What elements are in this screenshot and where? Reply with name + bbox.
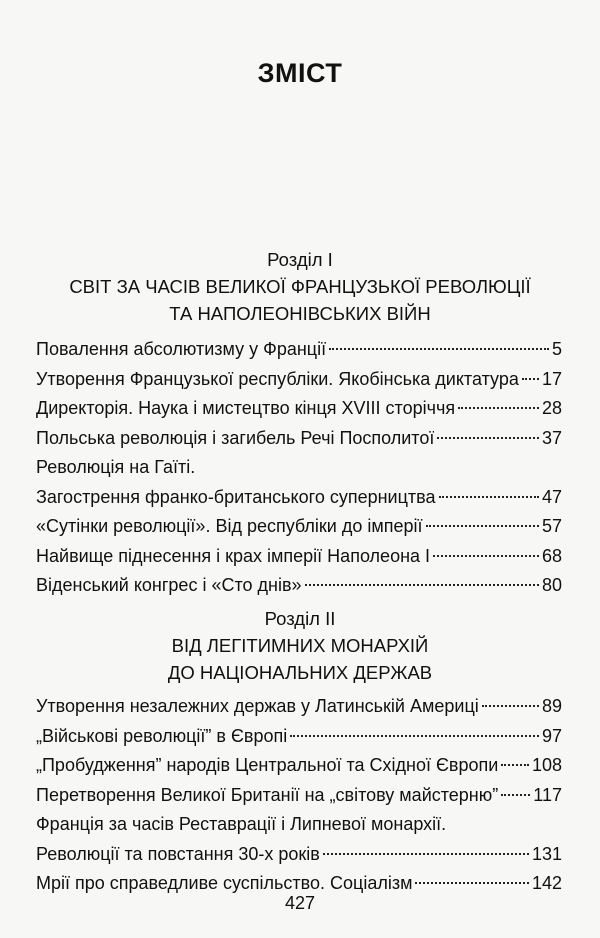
toc-entry-title: Віденський конгрес і «Сто днів» (36, 575, 302, 595)
toc-entry[interactable] (36, 542, 562, 572)
section-1-title-line-2: ТА НАПОЛЕОНІВСЬКИХ ВІЙН (169, 303, 431, 324)
toc-entry-title: Революція на Гаїті. (36, 457, 196, 477)
toc-entry[interactable] (36, 424, 562, 454)
leader-dots (437, 436, 539, 439)
toc-entry-title: Утворення Французької республіки. Якобінська диктатура (36, 368, 519, 389)
toc-entry-title: Утворення незалежних держав у Латинській Америці (36, 696, 479, 716)
toc-entry[interactable] (36, 840, 562, 870)
toc-entry-page: 97 (541, 725, 562, 746)
toc-entry[interactable] (36, 483, 562, 513)
toc-entry-title: Перетворення Великої Британії на „світову майстерню” (36, 784, 499, 805)
toc-entry-title: Франція за часів Реставрації і Липневої монархії. (36, 814, 447, 834)
toc-entry-page: 47 (541, 486, 562, 507)
toc-entry-title: Революції та повстання 30-х років (36, 843, 320, 864)
section-2-title-line-2: ДО НАЦІОНАЛЬНИХ ДЕРЖАВ (167, 662, 433, 683)
section-1-toc (36, 335, 562, 601)
toc-entry-page: 80 (541, 575, 562, 595)
toc-entry[interactable] (36, 394, 562, 424)
toc-entry[interactable] (36, 335, 562, 365)
toc-entry-page: 68 (541, 545, 562, 566)
section-2-title-line-1: ВІД ЛЕГІТИМНИХ МОНАРХІЙ (171, 635, 429, 656)
section-2-label: Розділ ІІ (264, 608, 336, 629)
toc-entry[interactable] (36, 781, 562, 811)
toc-entry-title: „Військові революції” в Європі (36, 725, 288, 746)
toc-entry-page: 17 (541, 368, 562, 389)
toc-entry-title: Повалення абсолютизму у Франції (36, 339, 327, 359)
page-title: ЗМІСТ (257, 58, 343, 88)
toc-entry-page: 142 (531, 873, 562, 893)
toc-entry[interactable] (36, 810, 562, 840)
leader-dots (501, 763, 529, 766)
section-2-toc (36, 692, 562, 899)
toc-entry-page: 117 (533, 784, 562, 805)
leader-dots (439, 495, 539, 498)
section-1-heading (0, 246, 600, 327)
section-1-title-line-1: СВІТ ЗА ЧАСІВ ВЕЛИКОЇ ФРАНЦУЗЬКОЇ РЕВОЛЮЦІЇ (69, 276, 531, 297)
toc-entry-title: „Пробудження” народів Центральної та Східної Європи (36, 755, 499, 775)
leader-dots (290, 734, 539, 737)
toc-entry-page: 108 (531, 755, 562, 775)
toc-entry-title: Мрії про справедливе суспільство. Соціалізм (36, 873, 413, 893)
toc-entry-page: 57 (541, 516, 562, 536)
leader-dots (329, 347, 549, 350)
leader-dots (482, 704, 539, 707)
toc-entry[interactable] (36, 571, 562, 601)
leader-dots (323, 852, 529, 855)
toc-entry-title: Польська революція і загибель Речі Посполитої (36, 427, 435, 448)
toc-entry-page: 37 (541, 427, 562, 448)
toc-entry-title: Загострення франко-британського суперництва (36, 486, 436, 507)
section-2-heading (0, 605, 600, 686)
toc-entry-page: 89 (541, 696, 562, 716)
toc-entry[interactable] (36, 751, 562, 781)
toc-entry-page: 5 (551, 339, 562, 359)
toc-entry[interactable] (36, 365, 562, 395)
leader-dots (522, 377, 539, 380)
leader-dots (458, 406, 539, 409)
toc-entry-page: 131 (531, 843, 562, 864)
toc-entry-title: Директорія. Наука і мистецтво кінця XVIII сторіччя (36, 398, 456, 418)
toc-entry[interactable] (36, 692, 562, 722)
toc-entry-page: 28 (541, 398, 562, 418)
leader-dots (415, 881, 529, 884)
leader-dots (426, 524, 539, 527)
section-1-label: Розділ І (267, 249, 333, 270)
leader-dots (433, 554, 539, 557)
toc-entry-title: Найвище піднесення і крах імперії Наполеона І (36, 545, 431, 566)
leader-dots (305, 583, 539, 586)
page-number: 427 (284, 893, 316, 913)
toc-entry[interactable] (36, 722, 562, 752)
toc-entry[interactable] (36, 512, 562, 542)
toc-entry[interactable] (36, 453, 562, 483)
toc-entry-title: «Сутінки революції». Від республіки до імперії (36, 516, 423, 536)
leader-dots (501, 793, 530, 796)
